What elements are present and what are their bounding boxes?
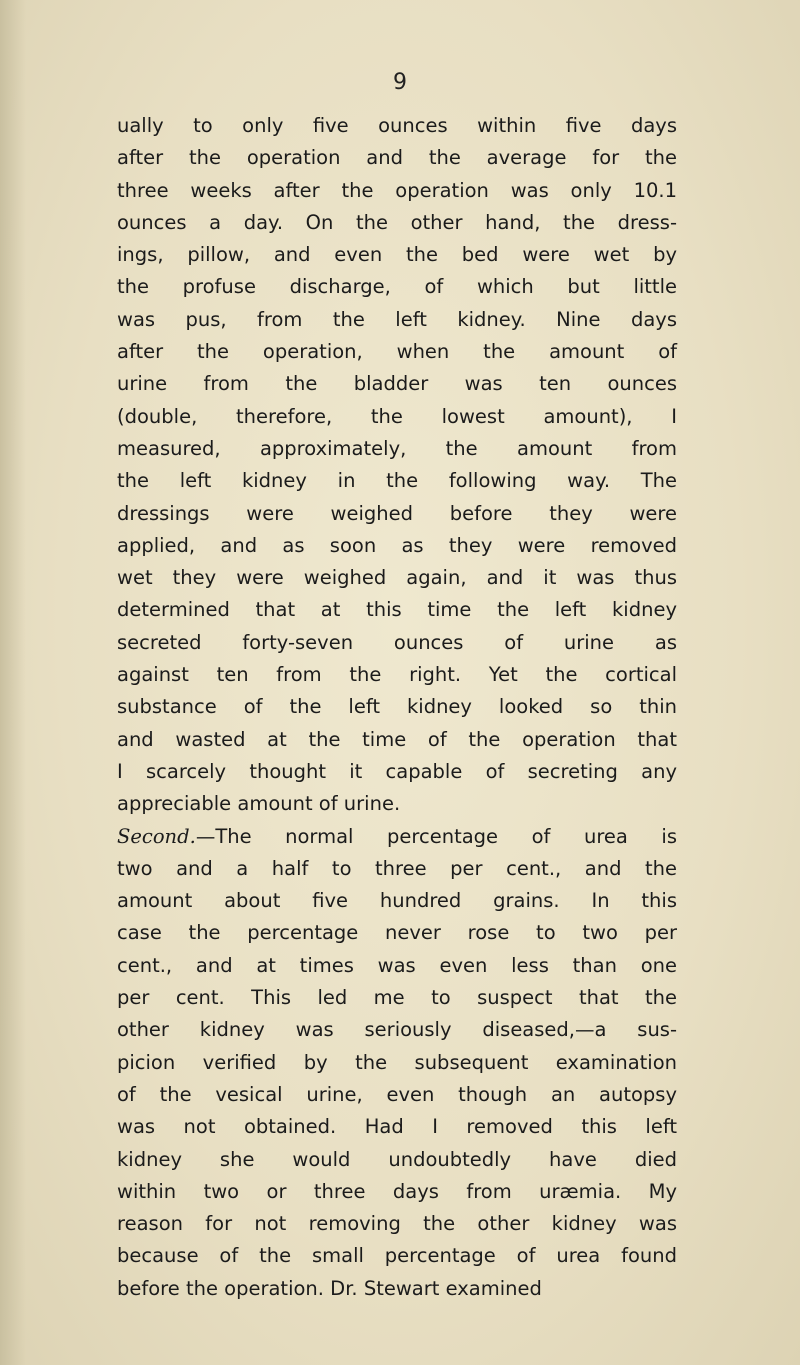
text-line: (double, therefore, the lowest amount), I xyxy=(117,404,677,428)
text-line: wet they were weighed again, and it was thus xyxy=(117,566,677,590)
text-line: other kidney was seriously diseased,—a sus- xyxy=(117,1018,677,1042)
text-line: after the operation and the average for the xyxy=(117,146,677,170)
text-line: picion verified by the subsequent examination xyxy=(117,1050,677,1074)
section-label-second: Second. xyxy=(117,824,196,848)
text-line: of the vesical urine, even though an autopsy xyxy=(117,1082,677,1106)
section-start-line xyxy=(117,821,677,853)
text-line: applied, and as soon as they were removed xyxy=(117,533,677,557)
page-number: 9 xyxy=(393,70,407,95)
text-line: because of the small percentage of urea found xyxy=(117,1244,677,1268)
body-text xyxy=(117,110,677,1305)
text-line: cent., and at times was even less than one xyxy=(117,953,677,977)
text-line: within two or three days from uræmia. My xyxy=(117,1179,677,1203)
text-line: appreciable amount of urine. xyxy=(117,792,401,816)
text-line: was pus, from the left kidney. Nine days xyxy=(117,307,677,331)
text-line: against ten from the right. Yet the cortical xyxy=(117,663,677,687)
text-line: substance of the left kidney looked so thin xyxy=(117,695,677,719)
text-line: before the operation. Dr. Stewart examined xyxy=(117,1276,542,1300)
text-line: ually to only five ounces within five days xyxy=(117,114,677,137)
text-line: measured, approximately, the amount from xyxy=(117,436,677,460)
text-line: dressings were weighed before they were xyxy=(117,501,677,525)
text-line: ings, pillow, and even the bed were wet by xyxy=(117,243,677,267)
text-line: urine from the bladder was ten ounces xyxy=(117,372,677,396)
section-first-line-text: —The normal percentage of urea is xyxy=(195,824,677,848)
text-line: ounces a day. On the other hand, the dress- xyxy=(117,210,677,234)
text-line: amount about five hundred grains. In this xyxy=(117,889,677,913)
page-edge-shadow xyxy=(0,0,26,1365)
text-line: the left kidney in the following way. The xyxy=(117,469,677,493)
text-line: three weeks after the operation was only 10.1 xyxy=(117,178,677,202)
text-line: kidney she would undoubtedly have died xyxy=(117,1147,677,1171)
text-line: I scarcely thought it capable of secreting any xyxy=(117,759,677,783)
text-line: reason for not removing the other kidney was xyxy=(117,1212,677,1236)
text-line: case the percentage never rose to two per xyxy=(117,921,677,945)
text-line: was not obtained. Had I removed this left xyxy=(117,1115,677,1139)
text-line: the profuse discharge, of which but little xyxy=(117,275,677,299)
text-line: secreted forty-seven ounces of urine as xyxy=(117,630,677,654)
text-line: and wasted at the time of the operation that xyxy=(117,727,677,751)
text-line: per cent. This led me to suspect that the xyxy=(117,986,677,1010)
text-line: determined that at this time the left kidney xyxy=(117,598,677,622)
text-line: after the operation, when the amount of xyxy=(117,340,677,364)
text-line: two and a half to three per cent., and the xyxy=(117,856,677,880)
